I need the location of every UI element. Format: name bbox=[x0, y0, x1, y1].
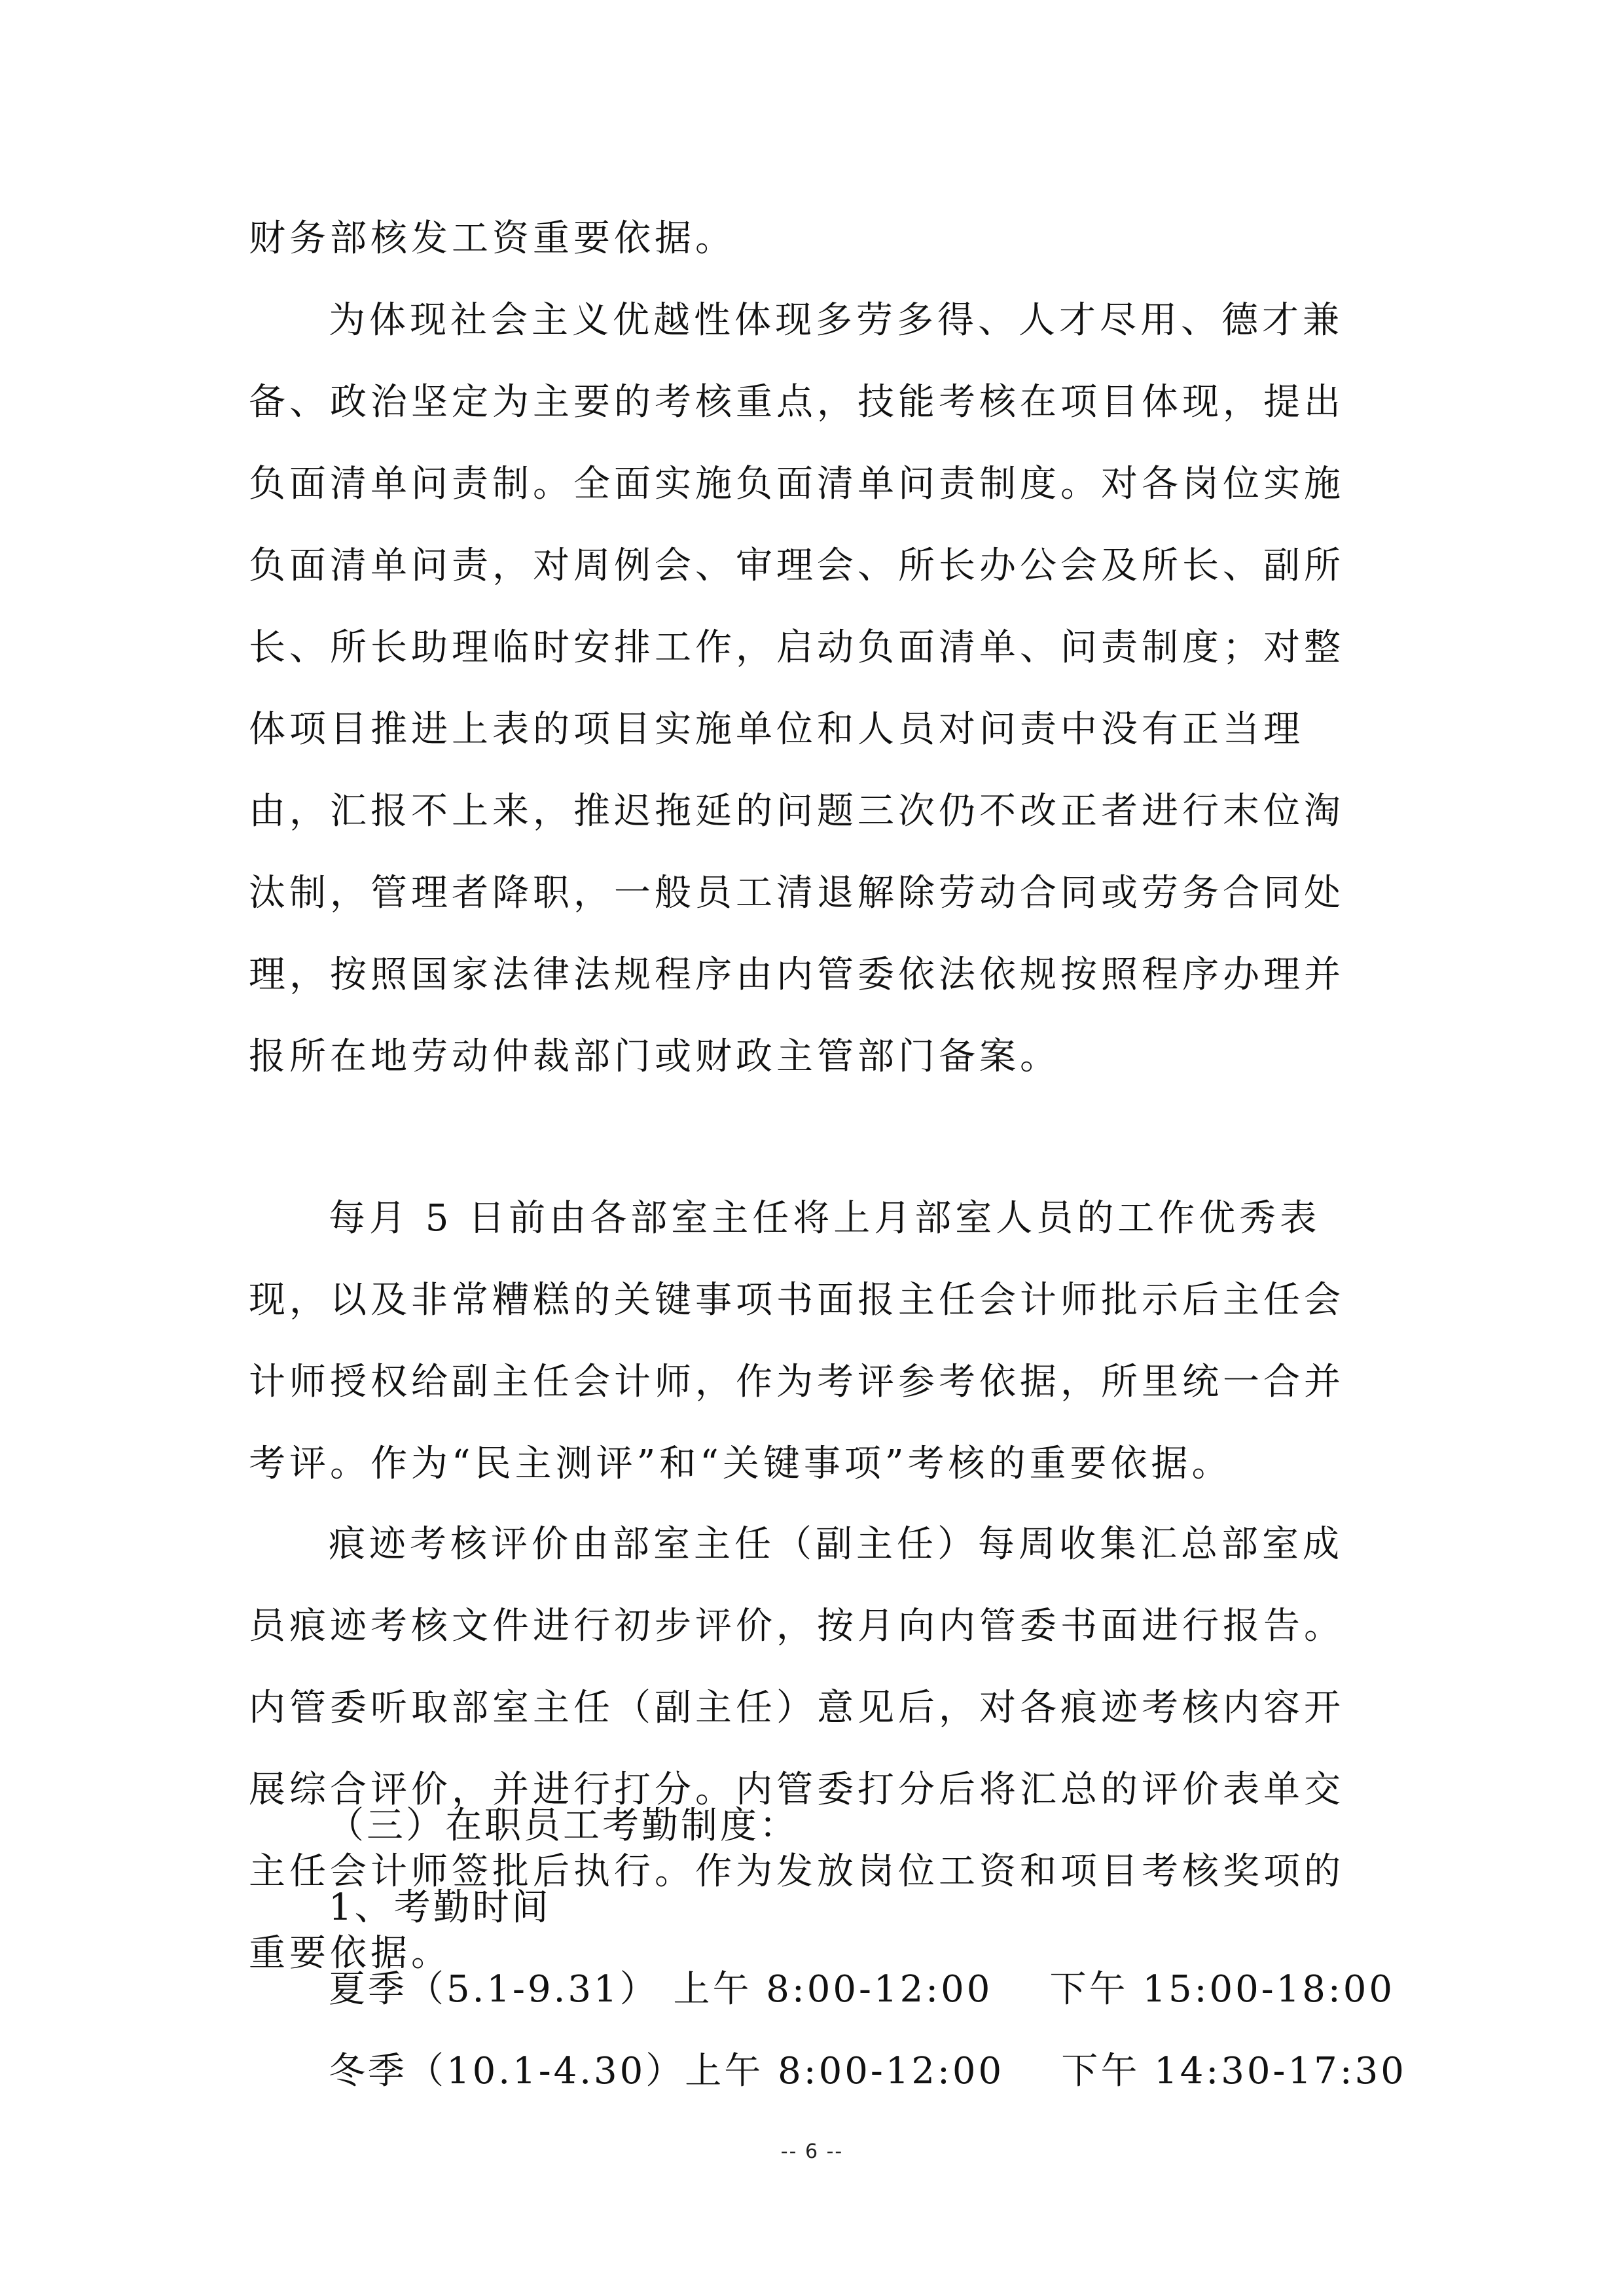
attendance-winter: 冬季（10.1-4.30）上午 8:00-12:00 下午 14:30-17:30 bbox=[329, 2050, 1407, 2092]
section-heading: （三）在职员工考勤制度： bbox=[327, 1804, 799, 1847]
paragraph-1: 财务部核发工资重要依据。 bbox=[249, 217, 736, 260]
paragraph-2: 为体现社会主义优越性体现多劳多得、人才尽用、德才兼备、政治坚定为主要的考核重点，技能考核在项目体现，提出负面清单问责制。全面实施负面清单问责制度。对各岗位实施负面清单问责，对周例会、审理会、所长办公会及所长、副所长、所长助理临时安排工作，启动负面清单、问责制度；对整体项目推进上表的项目实施单位和人员对问责中没有正当理由，汇报不上来，推迟拖延的问题三次仍不改正者进行末位淘汰制，管理者降职，一般员工清退解除劳动合同或劳务合同处理，按照国家法律法规程序由内管委依法依规按照程序办理并报所在地劳动仲裁部门或财政主管部门备案。 bbox=[249, 299, 1344, 1078]
paragraph-4: 痕迹考核评价由部室主任（副主任）每周收集汇总部室成员痕迹考核文件进行初步评价，按月向内管委书面进行报告。内管委听取部室主任（副主任）意见后，对各痕迹考核内容开展综合评价，并进行打分。内管委打分后将汇总的评价表单交主任会计师签批后执行。作为发放岗位工资和项目考核奖项的重要依据。 bbox=[249, 1523, 1344, 1975]
attendance-summer: 夏季（5.1-9.31） 上午 8:00-12:00 下午 15:00-18:00 bbox=[329, 1968, 1396, 2011]
paragraph-3: 每月 5 日前由各部室主任将上月部室人员的工作优秀表现，以及非常糟糕的关键事项书面报主任会计师批示后主任会计师授权给副主任会计师，作为考评参考依据，所里统一合并考评。作为“民主测评”和“关键事项”考核的重要依据。 bbox=[249, 1197, 1344, 1485]
subsection-heading: 1、考勤时间 bbox=[329, 1886, 551, 1929]
page-number: -- 6 -- bbox=[780, 2140, 844, 2163]
